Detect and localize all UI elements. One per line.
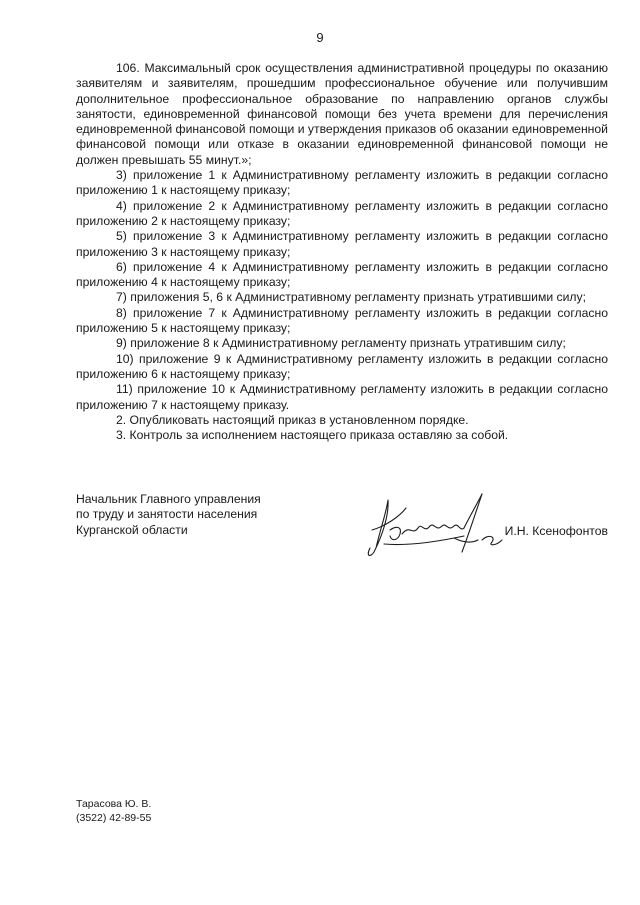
signatory-position — [76, 492, 261, 538]
paragraph-clause-3: 3. Контроль за исполнением настоящего приказа оставляю за собой. — [116, 428, 509, 443]
document-body — [76, 61, 608, 443]
paragraph-item-9: 9) приложение 8 к Административному регламенту признать утратившим силу; — [116, 336, 566, 351]
paragraph-item-4: 4) приложение 2 к Административному регламенту изложить в редакции согласно приложению 2 к настоящему приказу; — [76, 198, 608, 228]
paragraph-item-10: 10) приложение 9 к Административному регламенту изложить в редакции согласно приложению 6 к настоящему приказу; — [76, 351, 608, 381]
paragraph-item-7: 7) приложения 5, 6 к Административному регламенту признать утратившими силу; — [116, 290, 587, 305]
executor-info — [76, 797, 151, 825]
paragraph-item-11: 11) приложение 10 к Административному регламенту изложить в редакции согласно приложению 7 к настоящему приказу. — [76, 382, 608, 412]
page-number: 9 — [316, 30, 324, 45]
signature-block — [76, 492, 608, 572]
position-line: Начальник Главного управления — [76, 492, 261, 506]
executor-name: Тарасова Ю. В. — [76, 798, 152, 810]
paragraph-106: 106. Максимальный срок осуществления административной процедуры по оказанию заявителям и заявителям, прошедшим профессиональное обучение или получившим дополнительное профессиональное образование по направлению органов службы занятости, единовременной финансовой помощи без учета времени для перечисления единовременной финансовой помощи и утверждения приказов об оказании единовременной финансовой помощи или отказе в оказании единовременной финансовой помощи не должен превышать 55 минут.»; — [76, 61, 608, 167]
paragraph-clause-2: 2. Опубликовать настоящий приказ в установленном порядке. — [116, 412, 469, 427]
paragraph-item-8: 8) приложение 7 к Административному регламенту изложить в редакции согласно приложению 5 к настоящему приказу; — [76, 305, 608, 336]
executor-phone: (3522) 42-89-55 — [76, 812, 152, 824]
position-line: Курганской области — [76, 522, 188, 537]
signatory-name: И.Н. Ксенофонтов — [504, 524, 608, 538]
paragraph-item-6: 6) приложение 4 к Административному регламенту изложить в редакции согласно приложению 4 к настоящему приказу; — [76, 259, 608, 290]
paragraph-item-5: 5) приложение 3 к Административному регламенту изложить в редакции согласно приложению 3 к настоящему приказу; — [76, 229, 608, 259]
position-line: по труду и занятости населения — [76, 507, 258, 522]
paragraph-item-3: 3) приложение 1 к Административному регламенту изложить в редакции согласно приложению 1 к настоящему приказу; — [76, 168, 608, 198]
